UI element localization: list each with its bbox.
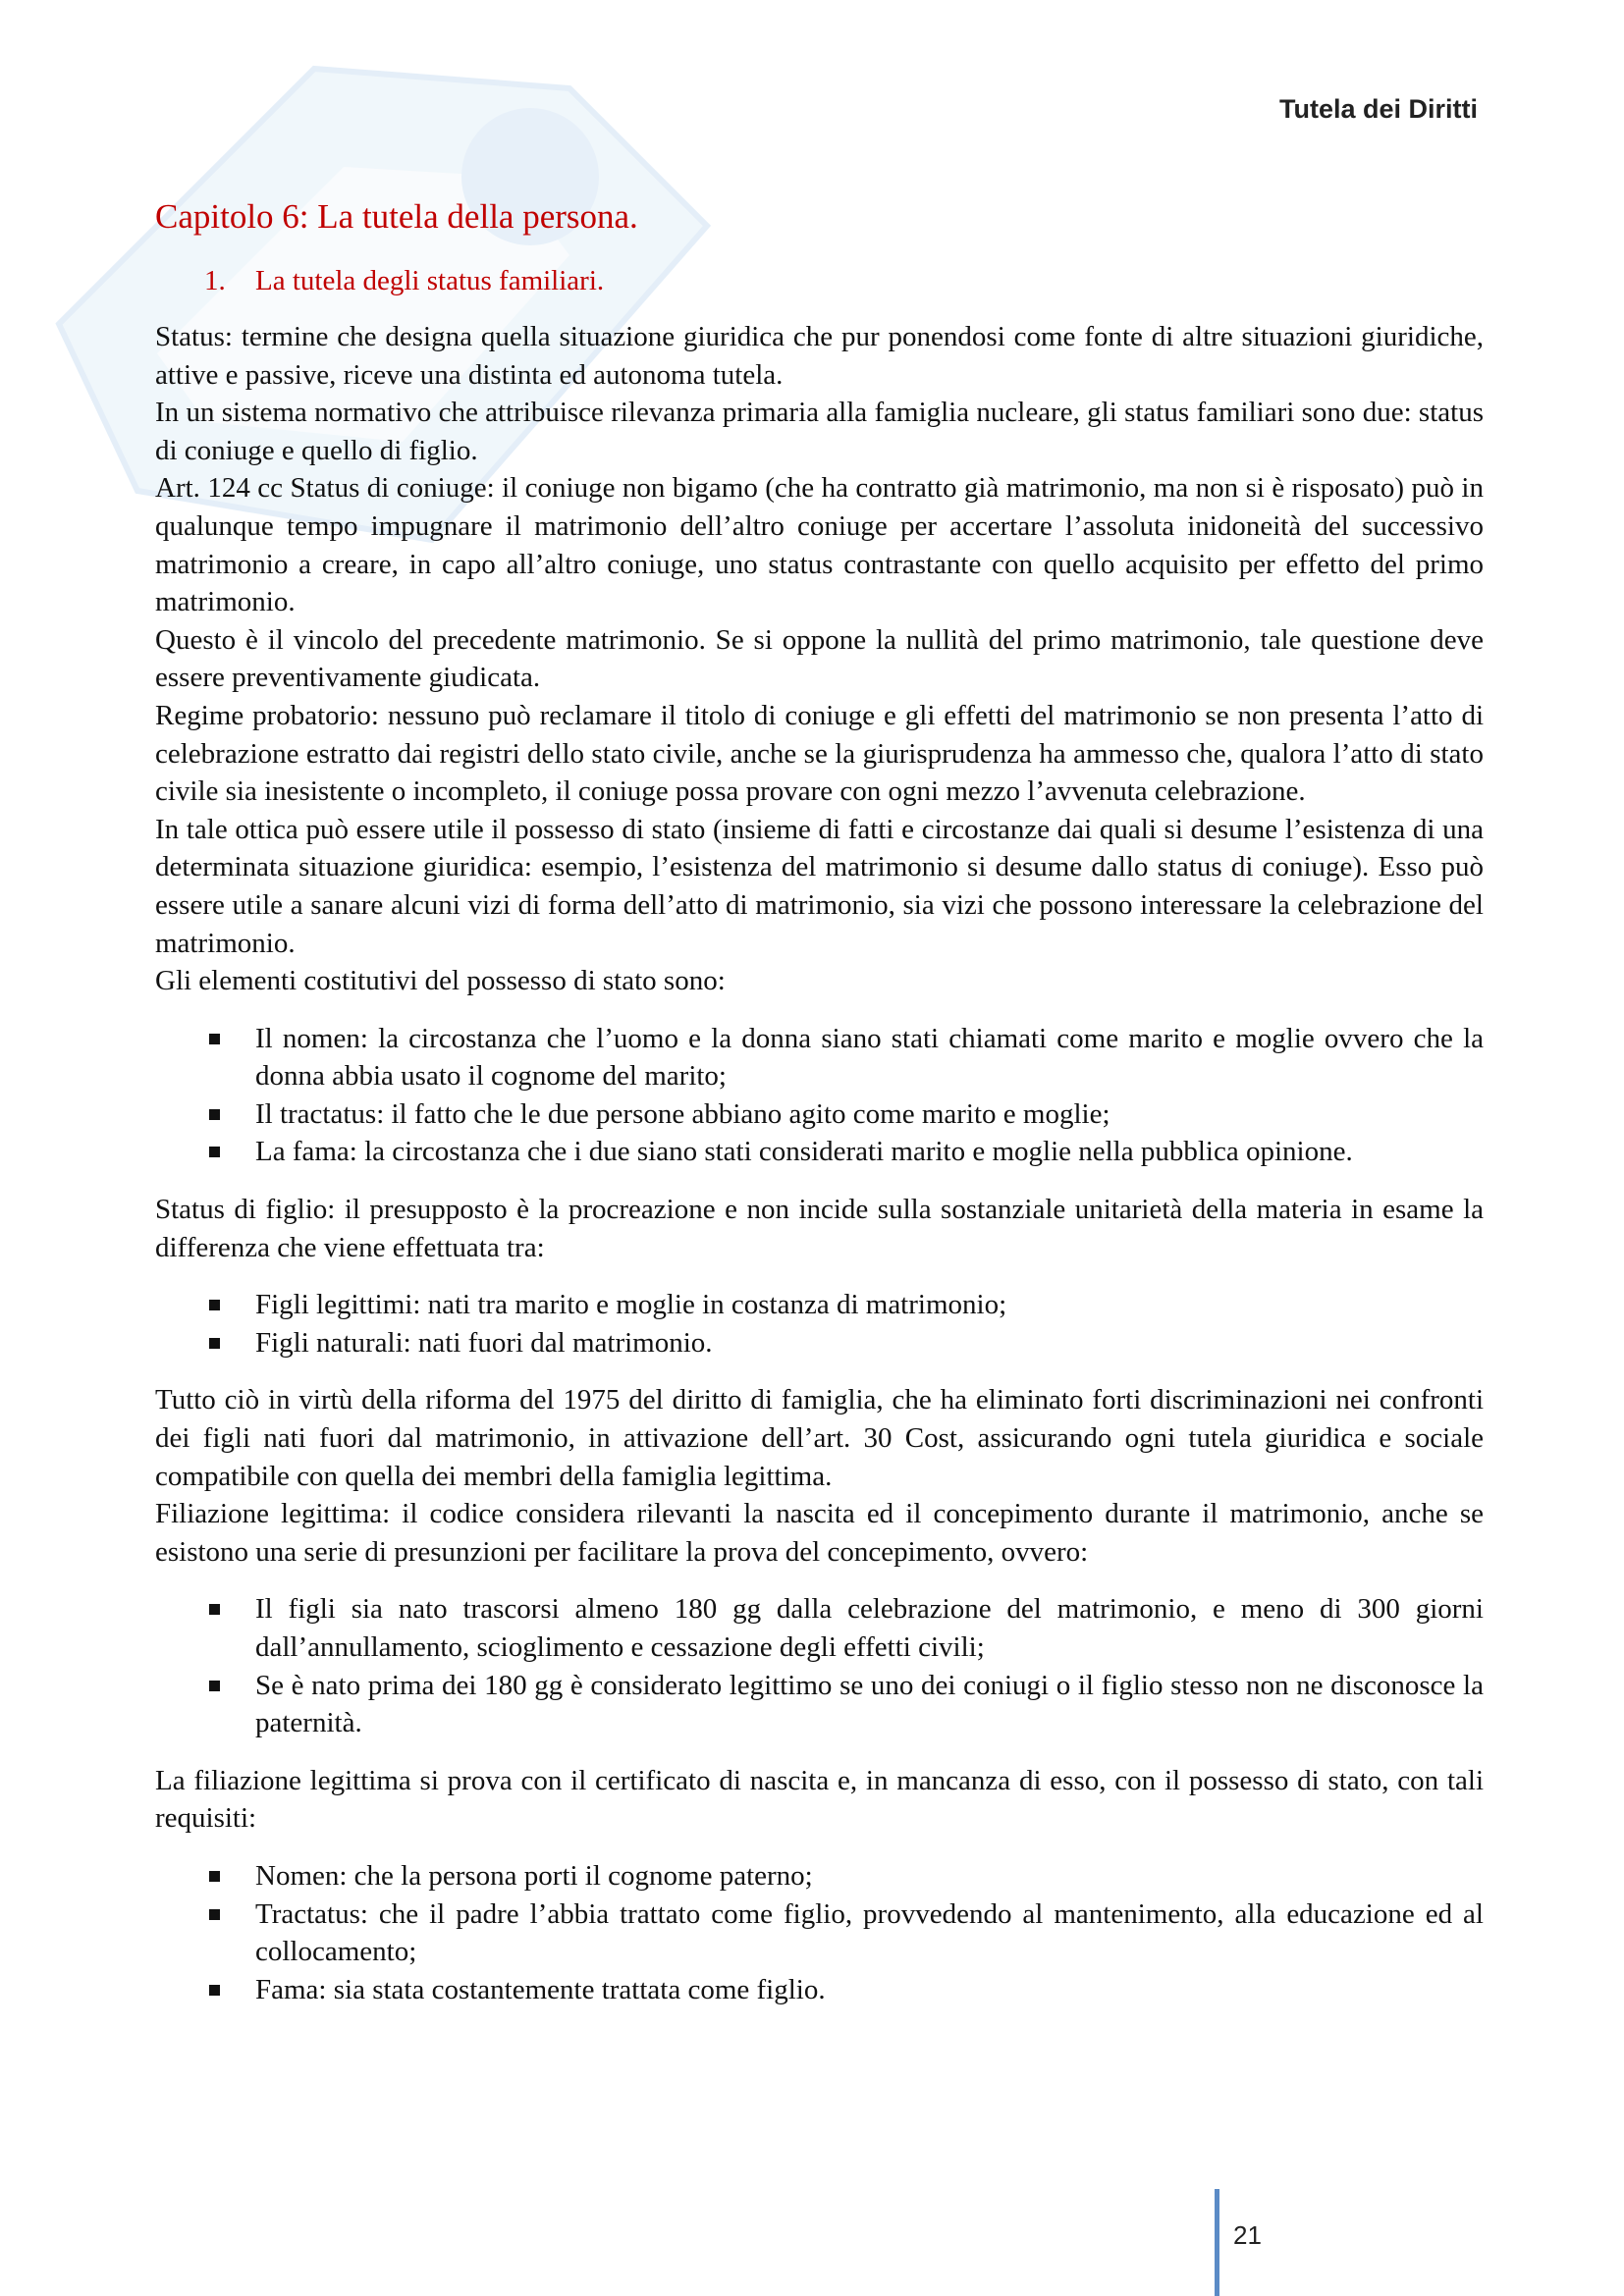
page-number: 21 <box>1233 2220 1262 2250</box>
paragraph: Tutto ciò in virtù della riforma del 1975 del diritto di famiglia, che ha eliminato forti discriminazioni nei confronti dei figli nati fuori dal matrimonio, in attivazione dell’art. 30 Cost, assicurando ogni tutela giuridica e sociale compatibile con quella dei membri della famiglia legittima. <box>155 1384 1484 1492</box>
paragraph: Gli elementi costitutivi del possesso di stato sono: <box>155 965 726 997</box>
paragraph: Regime probatorio: nessuno può reclamare il titolo di coniuge e gli effetti del matrimonio se non presenta l’atto di celebrazione estratto dai registri dello stato civile, anche se la giurisprudenza ha ammesso che, qualora l’atto di stato civile sia inesistente o incompleto, il coniuge possa provare con ogni mezzo l’avvenuta celebrazione. <box>155 699 1484 808</box>
list-item: Fama: sia stata costantemente trattata come figlio. <box>155 1971 1484 2009</box>
list-item: Figli naturali: nati fuori dal matrimonio. <box>155 1324 1484 1362</box>
square-bullet-icon <box>209 1909 220 1920</box>
list-item: Tractatus: che il padre l’abbia trattato come figlio, provvedendo al mantenimento, alla educazione ed al collocamento; <box>155 1896 1484 1971</box>
square-bullet-icon <box>209 1871 220 1882</box>
list-item: Il nomen: la circostanza che l’uomo e la donna siano stati chiamati come marito e moglie ovvero che la donna abbia usato il cognome del marito; <box>155 1020 1484 1095</box>
paragraph: Filiazione legittima: il codice considera rilevanti la nascita ed il concepimento durante il matrimonio, anche se esistono una serie di presunzioni per facilitare la prova del concepimento, ovvero: <box>155 1498 1484 1568</box>
square-bullet-icon <box>209 1985 220 1996</box>
square-bullet-icon <box>209 1147 220 1157</box>
square-bullet-icon <box>209 1109 220 1120</box>
section-number: 1. <box>204 265 226 296</box>
document-body <box>155 192 1484 2028</box>
paragraph: In un sistema normativo che attribuisce rilevanza primaria alla famiglia nucleare, gli status familiari sono due: status di coniuge e quello di figlio. <box>155 397 1484 466</box>
list-item: Se è nato prima dei 180 gg è considerato legittimo se uno dei coniugi o il figlio stesso non ne disconosce la paternità. <box>155 1667 1484 1742</box>
list-item: Nomen: che la persona porti il cognome paterno; <box>155 1857 1484 1896</box>
section-title-text: La tutela degli status familiari. <box>255 265 605 296</box>
footer-divider <box>1215 2189 1219 2296</box>
paragraph: La filiazione legittima si prova con il certificato di nascita e, in mancanza di esso, con il possesso di stato, con tali requisiti: <box>155 1764 1484 1835</box>
paragraph: Questo è il vincolo del precedente matrimonio. Se si oppone la nullità del primo matrimonio, tale questione deve essere preventivamente giudicata. <box>155 623 1484 694</box>
square-bullet-icon <box>209 1338 220 1349</box>
list-item: Il figli sia nato trascorsi almeno 180 gg dalla celebrazione del matrimonio, e meno di 300 giorni dall’annullamento, scioglimento e cessazione degli effetti civili; <box>155 1590 1484 1666</box>
list-item: La fama: la circostanza che i due siano stati considerati marito e moglie nella pubblica opinione. <box>155 1133 1484 1171</box>
running-header: Tutela dei Diritti <box>1278 94 1478 124</box>
paragraph: Art. 124 cc Status di coniuge: il coniuge non bigamo (che ha contratto già matrimonio, ma non si è risposato) può in qualunque tempo impugnare il matrimonio dell’altro coniuge per accertare l’assoluta inidoneità del successivo matrimonio a creare, in capo all’altro coniuge, uno status contrastante con quello acquisito per effetto del primo matrimonio. <box>155 472 1484 618</box>
requisiti-list <box>155 1857 1484 2008</box>
paragraph: Status: termine che designa quella situazione giuridica che pur ponendosi come fonte di altre situazioni giuridiche, attive e passive, riceve una distinta ed autonoma tutela. <box>155 321 1484 391</box>
possesso-list <box>155 1020 1484 1171</box>
paragraph: Status di figlio: il presupposto è la procreazione e non incide sulla sostanziale unitarietà della materia in esame la differenza che viene effettuata tra: <box>155 1194 1484 1263</box>
square-bullet-icon <box>209 1681 220 1691</box>
square-bullet-icon <box>209 1300 220 1310</box>
section-title <box>204 261 1484 300</box>
square-bullet-icon <box>209 1034 220 1044</box>
paragraph: In tale ottica può essere utile il possesso di stato (insieme di fatti e circostanze dai quali si desume l’esistenza di una determinata situazione giuridica: esempio, l’esistenza del matrimonio si desume dallo status di coniuge). Esso può essere utile a sanare alcuni vizi di forma dell’atto di matrimonio, sia vizi che possono interessare la celebrazione del matrimonio. <box>155 813 1484 959</box>
square-bullet-icon <box>209 1604 220 1615</box>
figli-list <box>155 1286 1484 1362</box>
chapter-title: Capitolo 6: La tutela della persona. <box>155 197 638 236</box>
presunzioni-list <box>155 1590 1484 1741</box>
list-item: Figli legittimi: nati tra marito e moglie in costanza di matrimonio; <box>155 1286 1484 1324</box>
list-item: Il tractatus: il fatto che le due persone abbiano agito come marito e moglie; <box>155 1095 1484 1134</box>
